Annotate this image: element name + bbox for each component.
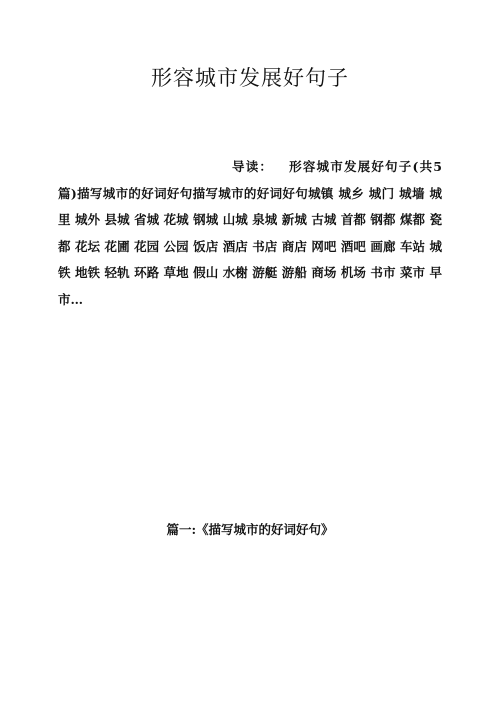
- section-heading: 篇一:《描写城市的好词好句》: [166, 522, 334, 537]
- intro-label: 导读：: [232, 159, 274, 174]
- intro-text: 形容城市发展好句子(共5篇)描写城市的好词好句描写城市的好词好句城镇 城乡 城门 城墙 城里 城外 县城 省城 花城 钢城 山城 泉城 新城 古城 首都 钢都 煤都 瓷都 花坛 花圃 花园 公园 饭店 酒店 书店 商店 网吧 酒吧 画廊 车站 城铁 地铁 轻轨 环路 草地 假山 水榭 游艇 游船 商场 机场 书市 菜市 早市…: [58, 159, 442, 307]
- intro-paragraph: [58, 154, 442, 313]
- document-title: 形容城市发展好句子: [151, 66, 349, 90]
